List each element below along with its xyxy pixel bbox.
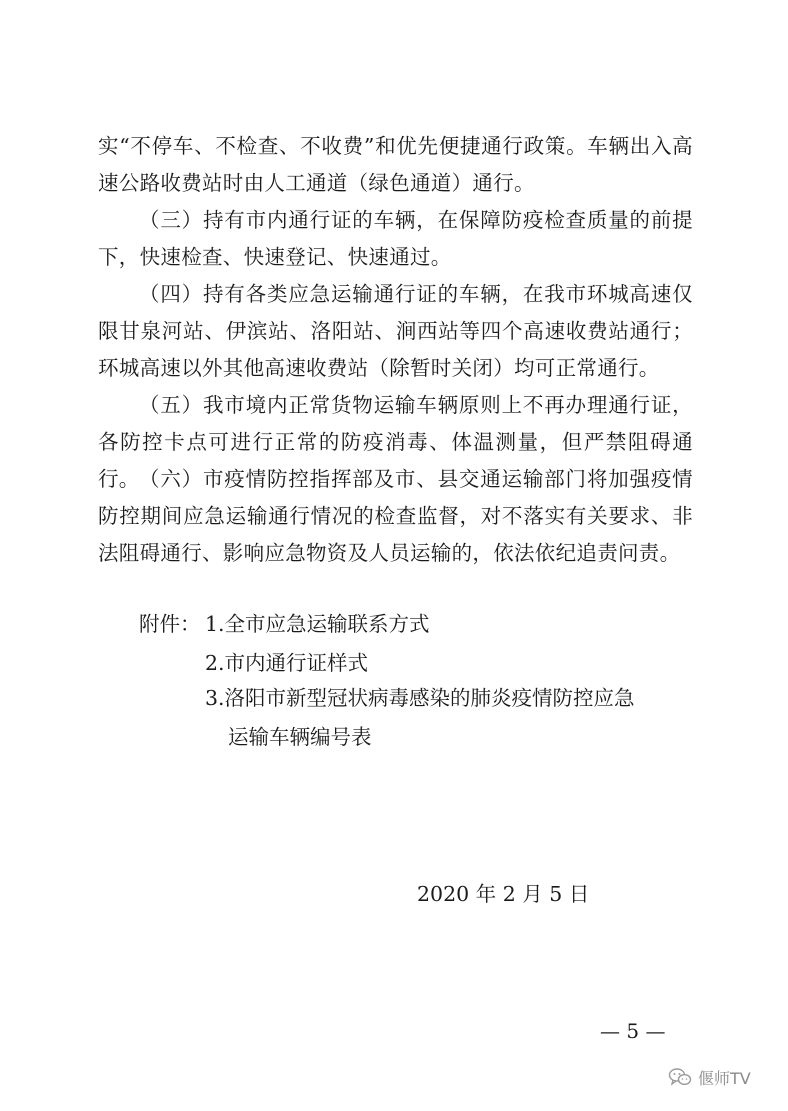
paragraph-item-6: （六）市疫情防控指挥部及市、县交通运输部门将加强疫情防控期间应急运输通行情况的检查监督，对不落实有关要求、非法阻碍通行、影响应急物资及人员运输的，依法依纪追责问责。 [98, 467, 693, 565]
attachment-item-1: 1.全市应急运输联系方式 [205, 612, 430, 636]
page-number: — 5 — [600, 1019, 666, 1043]
attachment-item-2: 2.市内通行证样式 [205, 651, 369, 675]
paragraph-item-3: （三）持有市内通行证的车辆，在保障防疫检查质量的前提下，快速检查、快速登记、快速通过。 [98, 208, 693, 269]
paragraph-item-4: （四）持有各类应急运输通行证的车辆，在我市环城高速仅限甘泉河站、伊滨站、洛阳站、涧西站等四个高速收费站通行；环城高速以外其他高速收费站（除暂时关闭）均可正常通行。 [98, 282, 693, 380]
paragraph-continuation: 实“不停车、不检查、不收费”和优先便捷通行政策。车辆出入高速公路收费站时由人工通道（绿色通道）通行。 [98, 134, 693, 195]
attachments-label: 附件： [139, 612, 201, 636]
watermark-text: 偃师TV [698, 1068, 751, 1088]
document-date: 2020 年 2 月 5 日 [417, 882, 590, 906]
paragraph-item-5: （五）我市境内正常货物运输车辆原则上不再办理通行证，各防控卡点可进行正常的防疫消毒、体温测量，但严禁阻碍通行。 [98, 393, 693, 491]
attachment-item-3-continuation: 运输车辆编号表 [228, 725, 372, 749]
wechat-icon [668, 1067, 692, 1087]
attachment-item-3: 3.洛阳市新型冠状病毒感染的肺炎疫情防控应急 [205, 686, 635, 710]
watermark [668, 1062, 751, 1092]
